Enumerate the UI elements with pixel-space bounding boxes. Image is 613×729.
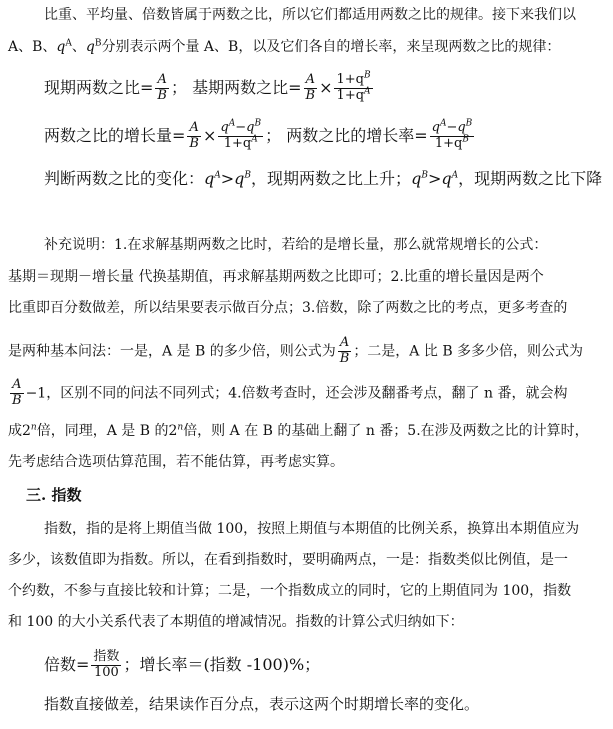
denominator: B bbox=[157, 87, 167, 103]
fraction-growth bbox=[334, 70, 372, 104]
fraction-a-over-b bbox=[10, 378, 24, 409]
fraction-index bbox=[91, 650, 121, 681]
superscript-a: A bbox=[451, 170, 459, 181]
numerator: A bbox=[339, 335, 350, 350]
superscript-a: A bbox=[214, 170, 221, 181]
current-ratio-label: 现期两数之比 bbox=[44, 77, 141, 97]
denominator bbox=[430, 136, 475, 152]
one-plus-q: 1+q bbox=[434, 135, 463, 151]
superscript-n: n bbox=[30, 422, 37, 433]
superscript-a: A bbox=[251, 134, 258, 145]
supplement-line-4-b: ；二是，A 比 B 多多少倍，则公式为 bbox=[353, 343, 584, 360]
supplement-line-1: 补充说明：1.在求解基期两数之比时，若给的是增长量，那么就常规增长的公式： bbox=[44, 237, 548, 253]
formula-growth bbox=[44, 118, 476, 152]
growth-formula: ；增长率＝(指数 -100)%； bbox=[123, 654, 321, 674]
supplement-line-2: 基期＝现期－增长量 代换基期值，再求解基期两数之比即可；2.比重的增长量因是两个 bbox=[8, 269, 544, 285]
denominator: B bbox=[339, 350, 350, 366]
fraction-a-over-b bbox=[338, 336, 352, 367]
denominator bbox=[218, 136, 263, 152]
supplement-line-6-b: 倍，同理，A 是 B 的 bbox=[36, 423, 169, 439]
superscript-b: B bbox=[421, 170, 428, 181]
intro-line-1: 比重、平均量、倍数皆属于两数之比，所以它们都适用两数之比的规律。接下来我们以 bbox=[44, 7, 576, 23]
minus: − bbox=[235, 120, 247, 135]
one-plus-q: 1+q bbox=[336, 87, 365, 103]
one-plus-q: 1+q bbox=[223, 135, 252, 151]
judge-mid: ，现期两数之比上升； bbox=[251, 169, 412, 188]
index-paragraph-line-4: 和 100 的大小关系代表了本期值的增减情况。指数的计算公式归纳如下： bbox=[8, 614, 464, 630]
formula-current-base bbox=[44, 70, 375, 104]
base-ratio-label: 基期两数之比 bbox=[192, 77, 289, 97]
section-heading: 三. 指数 bbox=[26, 486, 82, 504]
intro-line-2-suffix: 分别表示两个量 A、B，以及它们各自的增长率，来呈现两数之比的规律： bbox=[101, 39, 561, 55]
two: 2 bbox=[168, 423, 178, 439]
semicolon: ； bbox=[265, 125, 282, 145]
q-symbol: q bbox=[234, 169, 245, 188]
superscript-b: B bbox=[94, 38, 102, 49]
supplement-line-3: 比重即百分数做差，所以结果要表示做百分点；3.倍数，除了两数之比的考点，更多考查的 bbox=[8, 300, 568, 316]
semicolon: ； bbox=[170, 77, 187, 97]
index-paragraph-line-3: 个约数，不参与直接比较和计算；二是，一个指数成立的同时，它的上期值同为 100，指数 bbox=[8, 583, 572, 599]
two: 2 bbox=[22, 423, 31, 439]
supplement-line-6-c: 倍，则 A 在 B 的基础上翻了 n 番；5.在涉及两数之比的计算时， bbox=[183, 423, 589, 439]
judge-prefix: 判断两数之比的变化： bbox=[44, 169, 205, 188]
superscript-a: A bbox=[228, 118, 236, 129]
times: × bbox=[202, 125, 217, 145]
growth-rate-label: 两数之比的增长率 bbox=[286, 125, 415, 145]
supplement-line-4-a: 是两种基本问法：一是，A 是 B 的多少倍，则公式为 bbox=[8, 343, 336, 360]
index-formula bbox=[44, 650, 320, 681]
one-plus-q: 1+q bbox=[336, 72, 364, 87]
superscript-b: B bbox=[254, 118, 262, 129]
q-symbol: q bbox=[431, 120, 440, 135]
equals: = bbox=[414, 125, 428, 145]
index-last-line: 指数直接做差，结果读作百分点，表示这两个时期增长率的变化。 bbox=[44, 695, 480, 713]
q-symbol: q bbox=[220, 120, 229, 135]
numerator: 指数 bbox=[93, 649, 120, 664]
q-symbol: q bbox=[56, 39, 66, 55]
denominator bbox=[334, 88, 372, 104]
q-symbol: q bbox=[441, 169, 452, 188]
index-paragraph-line-2: 多少，该数值即为指数。所以，在看到指数时，要明确两点，一是：指数类似比例值，是一 bbox=[8, 552, 568, 568]
equals: = bbox=[76, 654, 90, 674]
supplement-line-6-a: 成 bbox=[8, 423, 22, 439]
q-symbol: q bbox=[457, 120, 466, 135]
fraction-a-over-b bbox=[155, 73, 169, 104]
greater-than: > bbox=[220, 169, 235, 188]
greater-than: > bbox=[427, 169, 442, 188]
supplement-line-7: 先考虑结合选项估算范围，若不能估算，再考虑实算。 bbox=[8, 454, 344, 470]
equals: = bbox=[288, 77, 302, 97]
growth-amount-label: 两数之比的增长量 bbox=[44, 125, 173, 145]
denominator: B bbox=[305, 87, 316, 103]
supplement-line-5-text: −1，区别不同的问法不同列式；4.倍数考查时，还会涉及翻番考点，翻了 n 番，就会构 bbox=[25, 385, 568, 402]
superscript-a: A bbox=[364, 86, 371, 97]
judge-end: ，现期两数之比下降 bbox=[458, 169, 603, 188]
formula-judge bbox=[44, 171, 602, 187]
separator: 、 bbox=[71, 39, 86, 55]
supplement-line-5 bbox=[8, 378, 567, 409]
supplement-line-4 bbox=[8, 336, 583, 367]
minus: − bbox=[446, 120, 458, 135]
q-symbol: q bbox=[411, 169, 422, 188]
intro-line-2 bbox=[8, 40, 560, 54]
denominator: 100 bbox=[91, 665, 121, 681]
supplement-line-6 bbox=[8, 424, 589, 438]
superscript-b: B bbox=[465, 118, 473, 129]
times: × bbox=[319, 77, 333, 97]
fraction-a-over-b bbox=[304, 73, 318, 104]
superscript-a: A bbox=[65, 38, 72, 49]
index-paragraph-line-1: 指数，指的是将上期值当做 100，按照上期值与本期值的比例关系，换算出本期值应为 bbox=[44, 521, 580, 537]
equals: = bbox=[172, 125, 186, 145]
fraction-rate-diff bbox=[218, 118, 263, 152]
index-label: 倍数 bbox=[44, 654, 77, 674]
numerator: A bbox=[189, 120, 199, 135]
equals: = bbox=[140, 77, 154, 97]
numerator: A bbox=[157, 72, 167, 87]
q-symbol: q bbox=[246, 120, 255, 135]
denominator: B bbox=[189, 135, 199, 151]
superscript-b: B bbox=[244, 170, 252, 181]
superscript-n: n bbox=[177, 422, 184, 433]
q-symbol: q bbox=[85, 39, 95, 55]
fraction-a-over-b bbox=[187, 121, 201, 152]
superscript-a: A bbox=[439, 118, 447, 129]
intro-line-2-prefix: A、B、 bbox=[8, 39, 57, 55]
superscript-b: B bbox=[462, 134, 470, 145]
numerator: A bbox=[12, 377, 22, 392]
superscript-b: B bbox=[363, 70, 371, 81]
fraction-rate bbox=[430, 118, 475, 152]
numerator: A bbox=[305, 72, 315, 87]
q-symbol: q bbox=[204, 169, 215, 188]
denominator: B bbox=[12, 392, 22, 408]
